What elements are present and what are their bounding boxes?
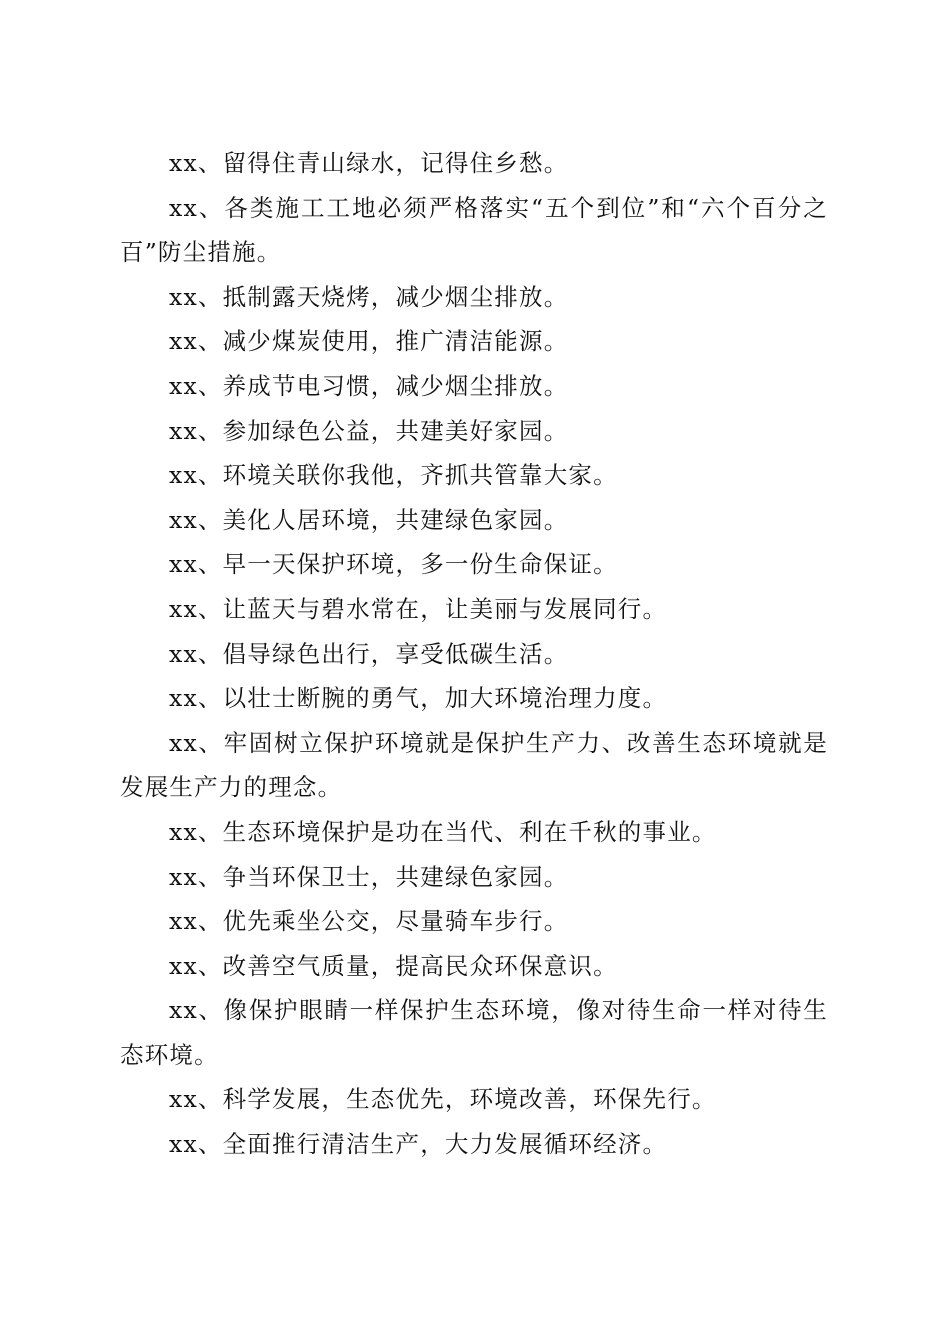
slogan-paragraph-19: xx、科学发展，生态优先，环境改善，环保先行。 [169, 1085, 717, 1114]
slogan-paragraph-15: xx、争当环保卫士，共建绿色家园。 [169, 862, 569, 891]
slogan-paragraph-6: xx、参加绿色公益，共建美好家园。 [169, 416, 569, 445]
slogan-paragraph-11: xx、倡导绿色出行，享受低碳生活。 [169, 639, 569, 668]
slogan-paragraph-20: xx、全面推行清洁生产，大力发展循环经济。 [169, 1130, 668, 1159]
slogan-paragraph-10: xx、让蓝天与碧水常在，让美丽与发展同行。 [169, 594, 668, 623]
slogan-paragraph-4: xx、减少煤炭使用，推广清洁能源。 [169, 327, 569, 356]
slogan-paragraph-7: xx、环境关联你我他，齐抓共管靠大家。 [169, 461, 618, 490]
slogan-paragraph-1: xx、留得住青山绿水，记得住乡愁。 [169, 149, 569, 177]
slogan-paragraph-13: xx、牢固树立保护环境就是保护生产力、改善生态环境就是发展生产力的理念。 [120, 728, 828, 802]
slogan-paragraph-9: xx、早一天保护环境，多一份生命保证。 [169, 550, 618, 579]
slogan-paragraph-14: xx、生态环境保护是功在当代、利在千秋的事业。 [169, 817, 717, 846]
slogan-paragraph-17: xx、改善空气质量，提高民众环保意识。 [169, 951, 618, 980]
slogan-paragraph-5: xx、养成节电习惯，减少烟尘排放。 [169, 371, 569, 400]
slogan-paragraph-18: xx、像保护眼睛一样保护生态环境，像对待生命一样对待生态环境。 [120, 996, 828, 1069]
slogan-paragraph-12: xx、以壮士断腕的勇气，加大环境治理力度。 [169, 684, 668, 713]
document-body [120, 141, 828, 1167]
slogan-paragraph-16: xx、优先乘坐公交，尽量骑车步行。 [169, 907, 569, 936]
slogan-paragraph-8: xx、美化人居环境，共建绿色家园。 [169, 505, 569, 534]
slogan-paragraph-3: xx、抵制露天烧烤，减少烟尘排放。 [169, 282, 569, 311]
slogan-paragraph-2: xx、各类施工工地必须严格落实“五个到位”和“六个百分之百”防尘措施。 [120, 193, 828, 267]
